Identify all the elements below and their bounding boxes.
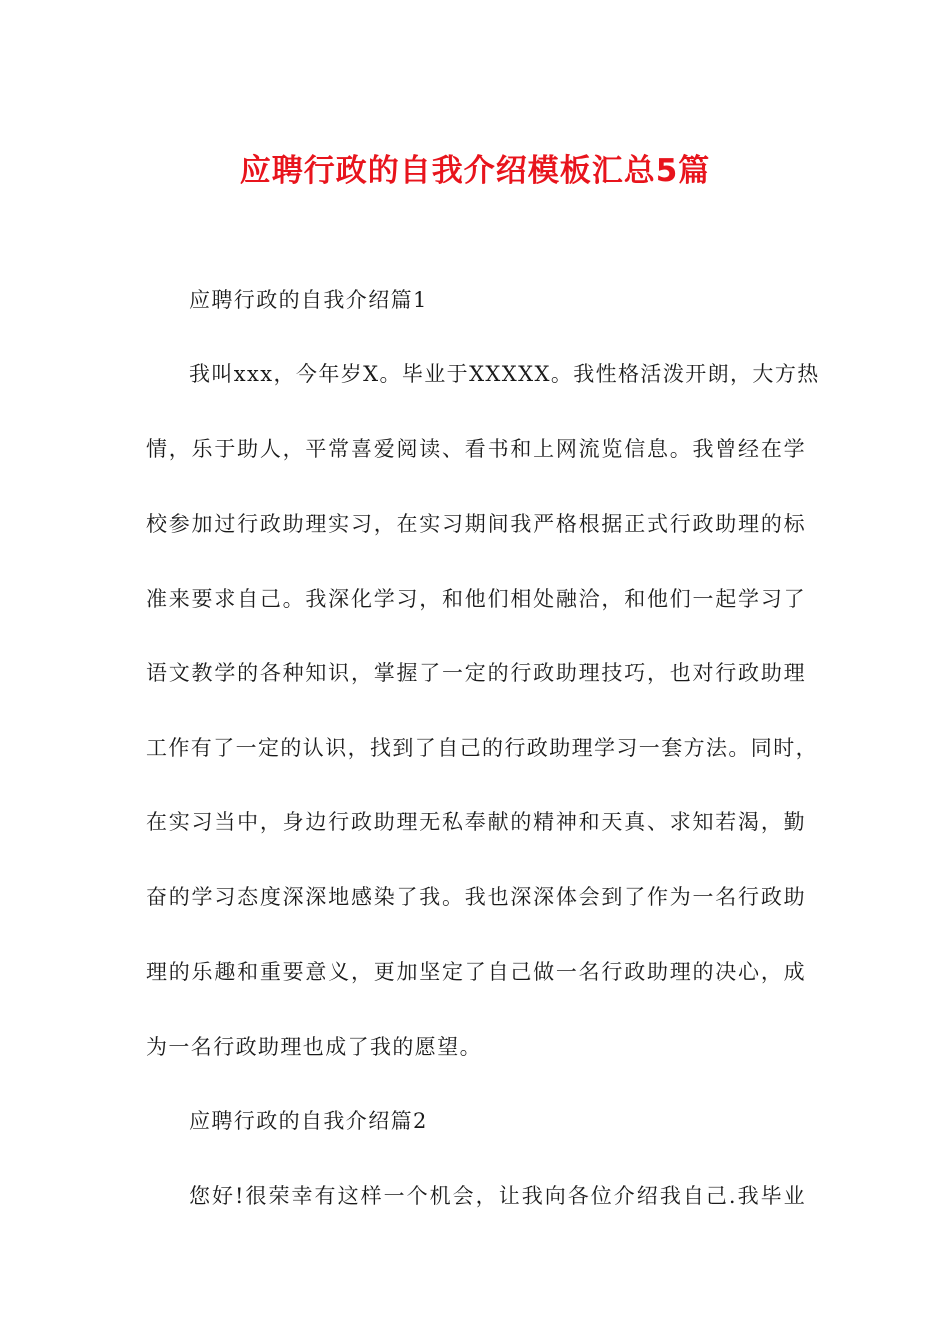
paragraph-line: 工作有了一定的认识，找到了自己的行政助理学习一套方法。同时， [146, 736, 818, 760]
paragraph-line: 我叫xxx，今年岁X。毕业于XXXXX。我性格活泼开朗，大方热 [189, 362, 820, 386]
paragraph-line: 您好!很荣幸有这样一个机会，让我向各位介绍我自己.我毕业 [189, 1184, 806, 1208]
section-heading-2: 应聘行政的自我介绍篇2 [189, 1109, 428, 1133]
paragraph-line: 校参加过行政助理实习，在实习期间我严格根据正式行政助理的标 [146, 512, 806, 536]
paragraph-line: 语文教学的各种知识，掌握了一定的行政助理技巧，也对行政助理 [146, 661, 806, 685]
paragraph-line: 奋的学习态度深深地感染了我。我也深深体会到了作为一名行政助 [146, 885, 806, 909]
paragraph-line: 准来要求自己。我深化学习，和他们相处融洽，和他们一起学习了 [146, 587, 806, 611]
section-heading-1: 应聘行政的自我介绍篇1 [189, 288, 428, 312]
paragraph-line: 理的乐趣和重要意义，更加坚定了自己做一名行政助理的决心，成 [146, 960, 806, 984]
document-title: 应聘行政的自我介绍模板汇总5篇 [239, 153, 711, 189]
paragraph-line: 在实习当中，身边行政助理无私奉献的精神和天真、求知若渴，勤 [146, 810, 806, 834]
paragraph-line: 情，乐于助人，平常喜爱阅读、看书和上网流览信息。我曾经在学 [146, 437, 806, 461]
paragraph-line: 为一名行政助理也成了我的愿望。 [146, 1035, 482, 1059]
